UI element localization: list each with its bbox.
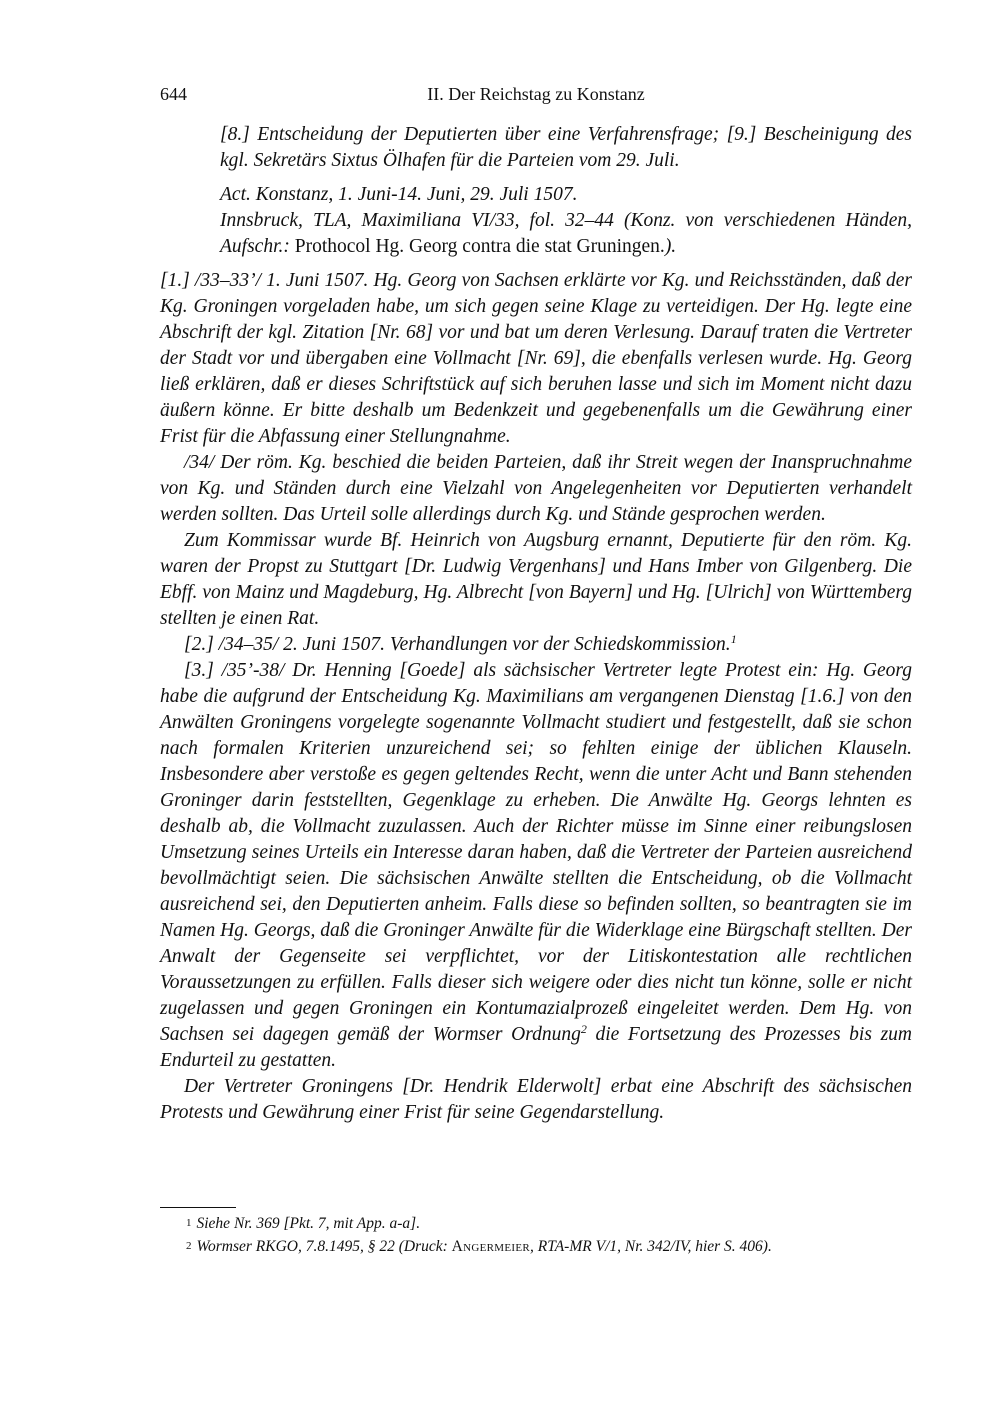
page-header xyxy=(160,80,912,108)
footnote-2-text-a: Wormser RKGO, 7.8.1495, § 22 (Druck: xyxy=(196,1238,448,1255)
archive-label: Prothocol Hg. Georg contra die stat Gruningen. xyxy=(294,236,665,257)
paragraph-1: [1.] /33–33’/ 1. Juni 1507. Hg. Georg von Sachsen erklärte vor Kg. und Reichsständen, daß der Kg. Groningen vorgeladen habe, um sich gegen seine Klage zu verteidigen. Der Hg. legte eine Abschrift der kgl. Zitation [Nr. 68] vor und bat um deren Verlesung. Darauf traten die Vertreter der Stadt vor und übergaben eine Vollmacht [Nr. 69], die ebenfalls verlesen wurde. Hg. Georg ließ erklären, daß er dieses Schriftstück auf sich beruhen lasse und sich im Moment nicht dazu äußern könne. Er bitte deshalb um Bedenkzeit und gegebenenfalls um die Gewährung einer Frist für die Abfassung einer Stellungnahme. xyxy=(160,270,912,447)
footnotes xyxy=(186,1212,912,1258)
paragraph-5-text-a: [3.] /35’-38/ Dr. Henning [Goede] als sächsischer Vertreter legte Protest ein: Hg. Georg habe die aufgrund der Entscheidung Kg. Maximilians am vergangenen Dienstag [1.6.] von den Anwälten Groningens vorgelegte sogenannte Vollmacht studiert und festgestellt, daß sie schon nach formalen Kriterien unzureichend sei; so fehlten einige der üblichen Klauseln. Insbesondere aber verstoße es gegen geltendes Recht, wenn die unter Acht und Bann stehenden Groninger darin feststellten, Gegenklage zu erheben. Die Anwälte Hg. Georgs lehnten es deshalb ab, die Vollmacht zuzulassen. Auch der Richter müsse im Sinne einer reibungslosen Umsetzung seines Urteils ein Interesse daran haben, daß die Vertreter der Parteien ausreichend bevollmächtigt seien. Die sächsischen Anwälte stellten die Entscheidung, ob die Vollmacht ausreichend sei, den Deputierten anheim. Falls diese so befinden sollten, so beantragten sie im Namen Hg. Georgs, daß die Groninger Anwälte für die Widerklage eine Bürgschaft stellten. Der Anwalt der Gegenseite sei verpflichtet, vor der Litiskontestation alle rechtlichen Voraussetzungen zu erfüllen. Falls dieser sich weigere oder dies nicht tun könne, solle er nicht zugelassen und gegen Groningen ein Kontumazialprozeß eingeleitet werden. Dem Hg. von Sachsen sei dagegen gemäß der Wormser Ordnung xyxy=(160,660,912,1045)
paragraph-5-text-b: die Fortsetzung des Prozesses bis zum Endurteil zu gestatten. xyxy=(160,1024,912,1071)
footnote-2-text-b: , RTA-MR V/1, Nr. 342/IV, hier S. 406). xyxy=(530,1238,772,1255)
running-title: II. Der Reichstag zu Konstanz xyxy=(427,84,645,104)
paragraph-5 xyxy=(160,658,912,1074)
paragraph-3: Zum Kommissar wurde Bf. Heinrich von Augsburg ernannt, Deputierte für den röm. Kg. waren der Propst zu Stuttgart [Dr. Ludwig Vergenhans] und Hans Imber von Gilgenberg. Die Ebff. von Mainz und Magdeburg, Hg. Albrecht [von Bayern] und Hg. [Ulrich] von Württemberg stellten je einen Rat. xyxy=(160,530,912,629)
source-date: Act. Konstanz, 1. Juni-14. Juni, 29. Juli 1507. xyxy=(220,184,578,205)
footnote-2-author: Angermeier xyxy=(451,1238,531,1255)
archive-ref-text: Innsbruck, TLA, Maximiliana VI/33, fol. 32–44 (Konz. von verschiedenen Händen, Aufschr.: xyxy=(220,210,912,257)
paragraph-6: Der Vertreter Groningens [Dr. Hendrik Elderwolt] erbat eine Abschrift des sächsischen Protests und Gewährung einer Frist für seine Gegendarstellung. xyxy=(160,1076,912,1123)
page-number: 644 xyxy=(160,84,187,104)
footnote-divider xyxy=(160,1207,236,1208)
entry-title: [8.] Entscheidung der Deputierten über eine Verfahrensfrage; [9.] Bescheinigung des kgl. Sekretärs Sixtus Ölhafen für die Parteien vom 29. Juli. xyxy=(220,124,912,171)
archive-ref-end: ). xyxy=(664,236,677,257)
paragraph-2: /34/ Der röm. Kg. beschied die beiden Parteien, daß ihr Streit wegen der Inanspruchnahme von Kg. und Ständen durch eine Vielzahl von Angelegenheiten vor Deputierten verhandelt werden sollten. Das Urteil solle allerdings durch Kg. und Stände gesprochen werden. xyxy=(160,452,912,525)
archive-reference xyxy=(220,208,912,260)
paragraph-4-text: [2.] /34–35/ 2. Juni 1507. Verhandlungen vor der Schiedskommission. xyxy=(184,634,731,655)
footnote-2 xyxy=(186,1235,912,1258)
footnote-1-mark: 1 xyxy=(186,1217,192,1229)
footnote-ref-1[interactable]: 1 xyxy=(730,632,737,646)
footnote-1-text: Siehe Nr. 369 [Pkt. 7, mit App. a-a]. xyxy=(196,1215,421,1232)
body-text xyxy=(160,268,912,1126)
footnote-1 xyxy=(186,1212,912,1235)
footnote-2-mark: 2 xyxy=(186,1240,192,1252)
paragraph-4 xyxy=(160,632,912,658)
footnote-ref-2[interactable]: 2 xyxy=(580,1022,587,1036)
entry-header xyxy=(220,122,912,260)
